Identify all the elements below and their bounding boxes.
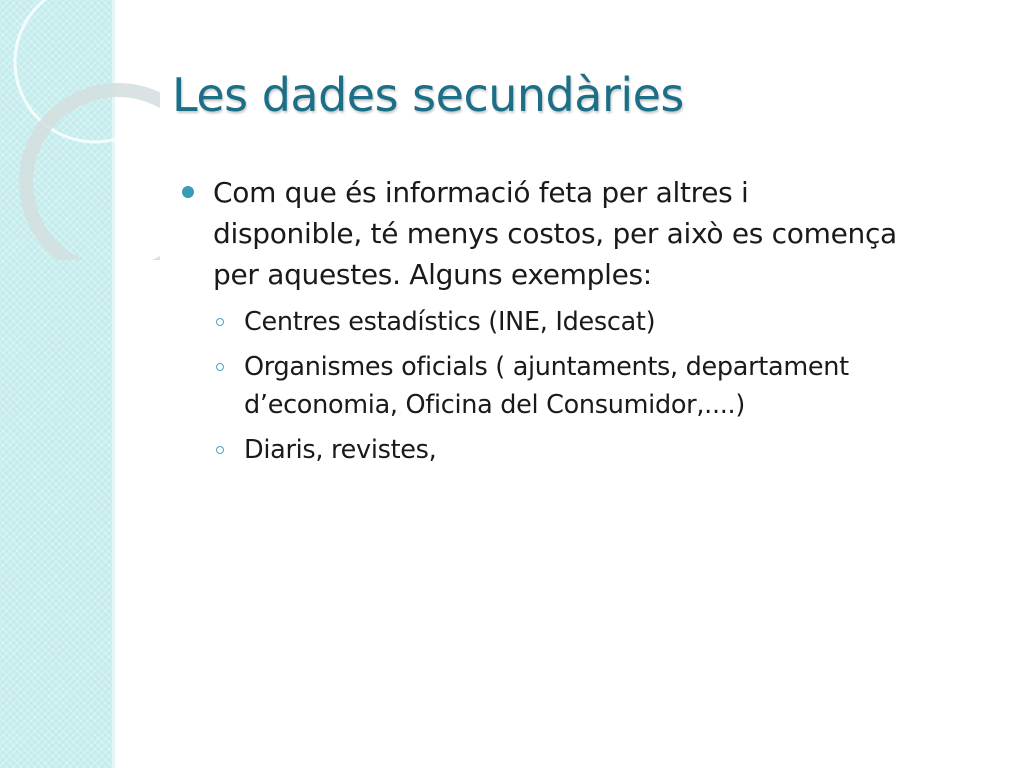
ring-bullet-icon <box>216 446 224 454</box>
sub-bullet-text: Diaris, revistes, <box>244 435 437 465</box>
slide-body <box>180 172 900 476</box>
decorative-rings <box>0 0 160 260</box>
sub-bullet-list <box>180 303 900 469</box>
sub-bullet-item <box>213 431 900 469</box>
sub-bullet-text: Organismes oficials ( ajuntaments, departament d’economia, Oficina del Consumidor,....) <box>244 352 849 420</box>
main-bullet <box>180 172 900 295</box>
sub-bullet-item <box>213 303 900 341</box>
ring-bullet-icon <box>216 318 224 326</box>
sub-bullet-item <box>213 348 900 424</box>
ring-bullet-icon <box>216 363 224 371</box>
slide-title: Les dades secundàries <box>172 68 684 122</box>
bullet-dot-icon <box>182 186 194 198</box>
sub-bullet-text: Centres estadístics (INE, Idescat) <box>244 307 656 337</box>
main-bullet-text: Com que és informació feta per altres i disponible, té menys costos, per això es comença per aquestes. Alguns exemples: <box>213 176 897 291</box>
